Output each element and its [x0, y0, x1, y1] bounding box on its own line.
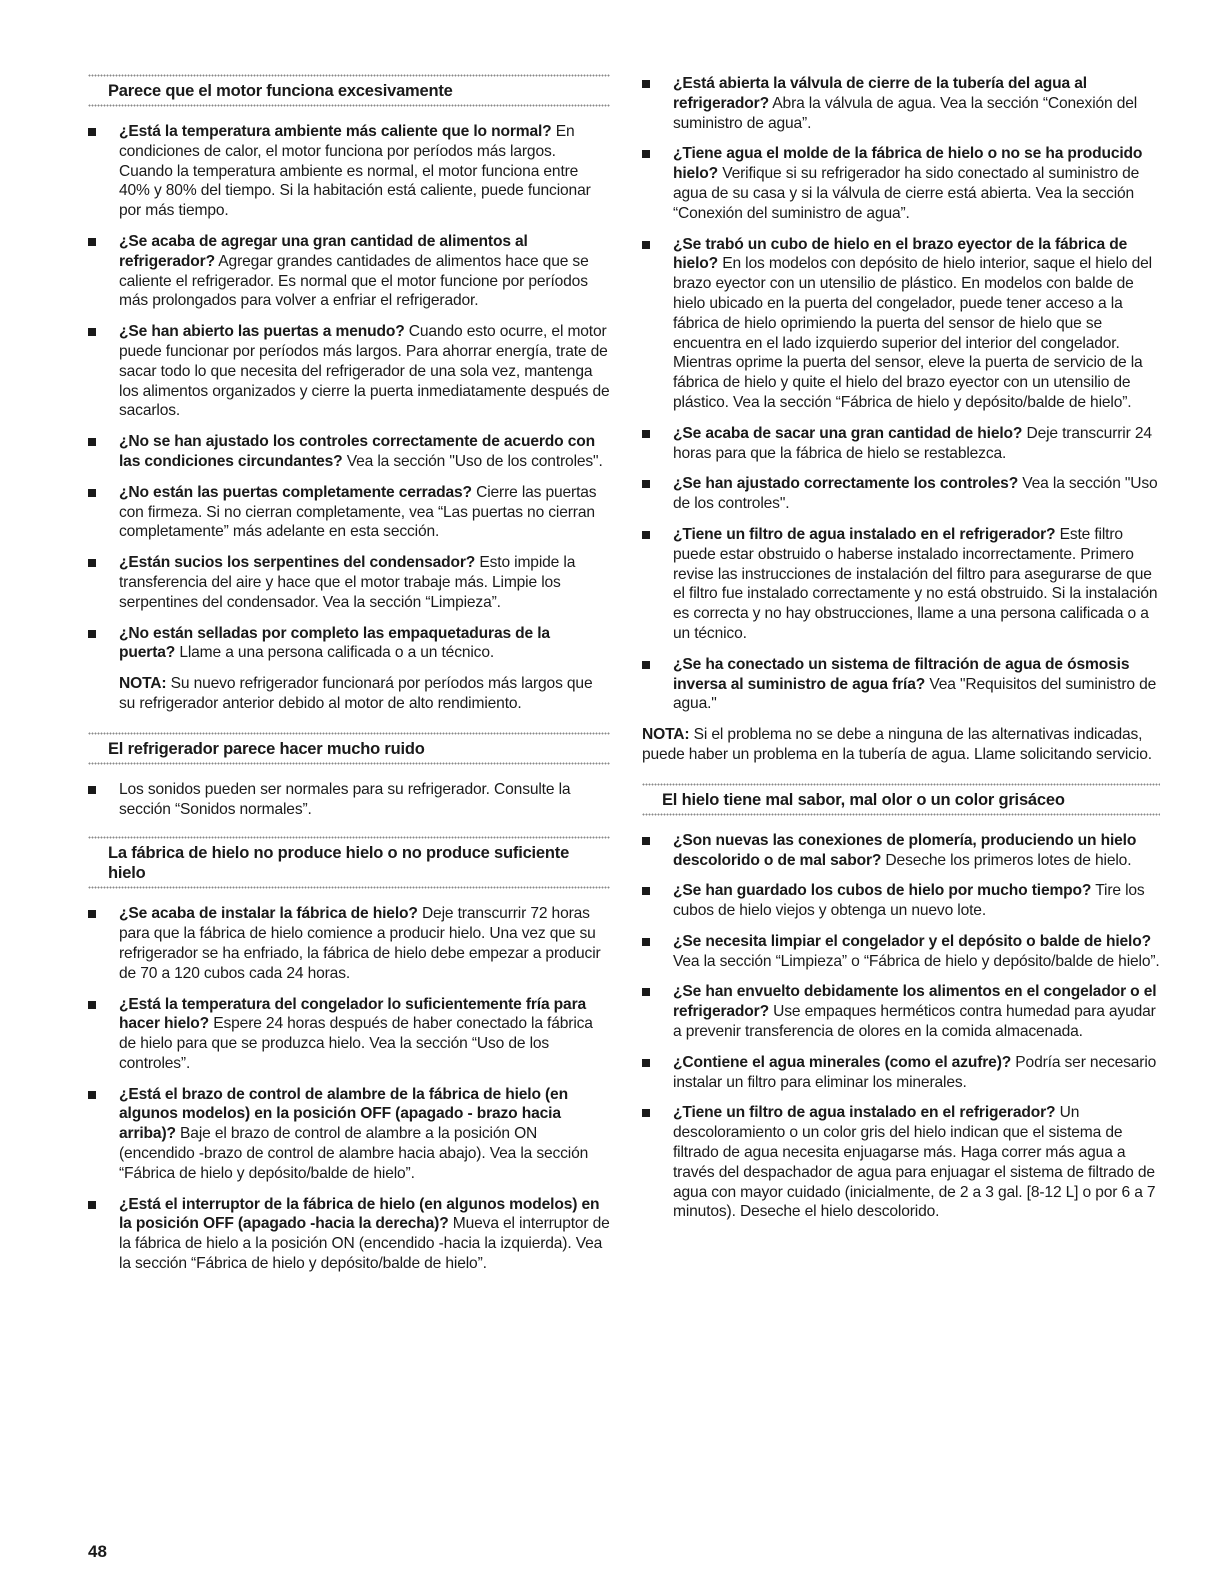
- item-question: ¿Son nuevas las conexiones de plomería, produciendo un hielo descolorido o de mal sabor?: [673, 831, 1137, 869]
- item-answer: Cierre las puertas con firmeza. Si no cierran completamente, vea “Las puertas no cierran completamente” más adelante en esta sección.: [119, 483, 597, 541]
- item-question: ¿Está el brazo de control de alambre de la fábrica de hielo (en algunos modelos) en la posición OFF (apagado - brazo hacia arriba)?: [119, 1085, 568, 1143]
- list-item: [88, 122, 610, 221]
- item-question: ¿Se han guardado los cubos de hielo por mucho tiempo?: [673, 882, 1092, 900]
- square-bullet-icon: [88, 438, 96, 446]
- square-bullet-icon: [88, 559, 96, 567]
- item-question: ¿Contiene el agua minerales (como el azufre)?: [673, 1053, 1012, 1071]
- item-question: ¿No están las puertas completamente cerradas?: [119, 483, 472, 501]
- item-answer: Espere 24 horas después de haber conectado la fábrica de hielo para que se produzca hielo. Vea la sección “Uso de los controles”.: [119, 1015, 593, 1072]
- dotted-rule: [642, 813, 1160, 817]
- square-bullet-icon: [88, 328, 96, 336]
- square-bullet-icon: [642, 241, 650, 249]
- list-item: [642, 525, 1160, 644]
- item-answer: Vea la sección "Uso de los controles".: [342, 452, 603, 470]
- square-bullet-icon: [642, 837, 650, 845]
- item-question: ¿Están sucios los serpentines del condensador?: [119, 554, 476, 572]
- square-bullet-icon: [88, 630, 96, 638]
- list-item: [642, 831, 1160, 871]
- item-question: ¿No se han ajustado los controles correctamente de acuerdo con las condiciones circundantes?: [119, 433, 595, 470]
- note: [88, 674, 610, 714]
- item-list: [88, 904, 610, 1274]
- item-list: [88, 122, 610, 663]
- square-bullet-icon: [88, 238, 96, 246]
- item-question: ¿Está la temperatura del congelador lo suficientemente fría para hacer hielo?: [119, 995, 587, 1033]
- square-bullet-icon: [88, 1091, 96, 1099]
- square-bullet-icon: [88, 128, 96, 136]
- section-title: El hielo tiene mal sabor, mal olor o un color grisáceo: [662, 790, 1065, 809]
- list-item: [642, 881, 1160, 921]
- note-text: Si el problema no se debe a ninguna de las alternativas indicadas, puede haber un problema en la tubería de agua. Llame solicitando servicio.: [642, 726, 1152, 763]
- list-item: [642, 74, 1160, 133]
- page-number: 48: [88, 1542, 107, 1561]
- square-bullet-icon: [642, 80, 650, 88]
- item-answer: Podría ser necesario instalar un filtro para eliminar los minerales.: [673, 1053, 1157, 1091]
- list-item: [88, 322, 610, 421]
- list-item: [642, 235, 1160, 413]
- list-item: [642, 655, 1160, 714]
- section-title: La fábrica de hielo no produce hielo o no produce suficiente hielo: [108, 844, 570, 883]
- item-answer: Vea la sección "Uso de los controles".: [673, 475, 1158, 513]
- item-question: ¿Está el interruptor de la fábrica de hielo (en algunos modelos) en la posición OFF (apagado -hacia la derecha)?: [119, 1195, 600, 1233]
- item-answer: Los sonidos pueden ser normales para su refrigerador. Consulte la sección “Sonidos normales”.: [119, 780, 571, 818]
- item-answer: Mueva el interruptor de la fábrica de hielo a la posición ON (encendido -hacia la izquierda). Vea la sección “Fábrica de hielo y depósito/balde de hielo”.: [119, 1215, 610, 1273]
- item-question: ¿Tiene un filtro de agua instalado en el refrigerador?: [673, 1104, 1056, 1122]
- item-answer: Agregar grandes cantidades de alimentos hace que se caliente el refrigerador. Es normal que el motor funcione por períodos más prolongados para volver a enfriar el refrigerador.: [119, 252, 589, 310]
- square-bullet-icon: [88, 910, 96, 918]
- item-question: ¿Está la temperatura ambiente más caliente que lo normal?: [119, 123, 552, 140]
- note-label: NOTA:: [119, 675, 167, 693]
- item-question: ¿Se trabó un cubo de hielo en el brazo eyector de la fábrica de hielo?: [673, 235, 1128, 273]
- item-answer: Vea "Requisitos del suministro de agua.": [673, 675, 1157, 713]
- item-answer: Tire los cubos de hielo viejos y obtenga un nuevo lote.: [673, 882, 1145, 920]
- square-bullet-icon: [642, 988, 650, 996]
- square-bullet-icon: [642, 480, 650, 488]
- item-list: [642, 831, 1160, 1223]
- section-title: El refrigerador parece hacer mucho ruido: [108, 739, 425, 758]
- item-question: ¿Se acaba de instalar la fábrica de hielo?: [119, 905, 418, 923]
- item-question: ¿Se han abierto las puertas a menudo?: [119, 323, 405, 341]
- list-item: [642, 982, 1160, 1041]
- item-answer: Baje el brazo de control de alambre a la posición ON (encendido -brazo de control de alambre hacia abajo). Vea la sección “Fábrica de hielo y depósito/balde de hielo”.: [119, 1125, 589, 1182]
- item-question: ¿Se han envuelto debidamente los alimentos en el congelador o el refrigerador?: [673, 983, 1157, 1021]
- item-question: ¿Se acaba de sacar una gran cantidad de hielo?: [673, 424, 1023, 442]
- right-column: [642, 74, 1160, 1233]
- item-list: [88, 780, 610, 820]
- item-answer: Este filtro puede estar obstruido o haberse instalado incorrectamente. Primero revise las instrucciones de instalación del filtro para asegurarse de que el filtro fue instalado correctamente y no está obstruido. Si la instalación es correcta y no hay obstrucciones, llame a una persona calificada o a un técnico.: [673, 525, 1158, 642]
- square-bullet-icon: [642, 887, 650, 895]
- list-item: [642, 474, 1160, 514]
- list-item: [88, 232, 610, 311]
- left-column: [88, 74, 610, 1285]
- square-bullet-icon: [642, 661, 650, 669]
- square-bullet-icon: [88, 1001, 96, 1009]
- list-item: [88, 1195, 610, 1274]
- square-bullet-icon: [88, 786, 96, 794]
- square-bullet-icon: [642, 531, 650, 539]
- dotted-rule: [88, 886, 610, 890]
- list-item: [642, 144, 1160, 223]
- list-item: [88, 553, 610, 612]
- section-header-ice-taste: [642, 783, 1160, 817]
- item-answer: En condiciones de calor, el motor funciona por períodos más largos. Cuando la temperatura ambiente es normal, el motor funciona entre 40% y 80% del tiempo. Si la habitación está caliente, puede funcionar por más tiempo.: [119, 123, 591, 220]
- list-item: [88, 1085, 610, 1184]
- item-question: ¿Tiene agua el molde de la fábrica de hielo o no se ha producido hielo?: [673, 145, 1143, 183]
- item-answer: Verifique si su refrigerador ha sido conectado al suministro de agua de su casa y si la válvula de cierre está abierta. Vea la sección “Conexión del suministro de agua”.: [673, 165, 1140, 222]
- square-bullet-icon: [642, 430, 650, 438]
- section-header-icemaker: [88, 836, 610, 890]
- item-answer: Abra la válvula de agua. Vea la sección “Conexión del suministro de agua”.: [673, 94, 1138, 132]
- section-header-motor: [88, 74, 610, 108]
- list-item: [88, 432, 610, 472]
- item-answer: Llame a una persona calificada o a un técnico.: [175, 644, 495, 662]
- item-answer: Deje transcurrir 72 horas para que la fábrica de hielo comience a producir hielo. Una vez que su refrigerador se ha enfriado, la fábrica de hielo debe empezar a producir de 70 a 120 cubos cada 24 horas.: [119, 905, 601, 982]
- item-question: ¿Se ha conectado un sistema de filtración de agua de ósmosis inversa al suministro de agua fría?: [673, 655, 1130, 693]
- item-question: ¿Se necesita limpiar el congelador y el depósito o balde de hielo?: [673, 932, 1151, 950]
- list-item: [88, 780, 610, 820]
- dotted-rule: [88, 762, 610, 766]
- section-header-noise: [88, 732, 610, 766]
- list-item: [88, 624, 610, 664]
- item-question: ¿No están selladas por completo las empaquetaduras de la puerta?: [119, 624, 550, 662]
- item-answer: Deje transcurrir 24 horas para que la fábrica de hielo se restablezca.: [673, 424, 1152, 462]
- list-item: [642, 424, 1160, 464]
- list-item: [88, 995, 610, 1074]
- note-text: Su nuevo refrigerador funcionará por períodos más largos que su refrigerador anterior debido al motor de alto rendimiento.: [119, 675, 593, 712]
- list-item: [642, 1103, 1160, 1222]
- list-item: [88, 904, 610, 983]
- dotted-rule: [88, 104, 610, 108]
- item-answer: Esto impide la transferencia del aire y hace que el motor trabaje más. Limpie los serpentines del condensador. Vea la sección “Limpieza”.: [119, 554, 576, 611]
- square-bullet-icon: [642, 150, 650, 158]
- item-answer: Use empaques herméticos contra humedad para ayudar a prevenir transferencia de olores en la comida almacenada.: [673, 1003, 1156, 1041]
- list-item: [88, 483, 610, 542]
- item-answer: Un descoloramiento o un color gris del hielo indican que el sistema de filtrado de agua necesita enjuagarse más. Haga correr más agua a través del despachador de agua para enjuagar el sistema de filtrado de agua con mayor cuidado (inicialmente, de 2 a 3 gal. [8-12 L] o por 6 a 7 minutos). Deseche el hielo descolorido.: [673, 1104, 1156, 1221]
- item-question: ¿Se acaba de agregar una gran cantidad de alimentos al refrigerador?: [119, 232, 528, 270]
- section-title: Parece que el motor funciona excesivamente: [108, 82, 453, 100]
- item-answer: En los modelos con depósito de hielo interior, saque el hielo del brazo eyector con un utensilio de plástico. En modelos con balde de hielo ubicado en la puerta del congelador, puede tener acceso a la fábrica de hielo oprimiendo la puerta del sensor de hielo que se encuentra en el lado izquierdo superior del interior del congelador. Mientras oprime la puerta del sensor, eleve la puerta de servicio de la fábrica de hielo y quite el hielo del brazo eyector con un utensilio de plástico. Vea la sección “Fábrica de hielo y depósito/balde de hielo”.: [673, 255, 1152, 411]
- item-list: [642, 74, 1160, 714]
- list-item: [642, 1053, 1160, 1093]
- square-bullet-icon: [642, 1109, 650, 1117]
- note-label: NOTA:: [642, 726, 690, 744]
- item-answer: Deseche los primeros lotes de hielo.: [881, 851, 1132, 869]
- square-bullet-icon: [88, 1201, 96, 1209]
- item-answer: Cuando esto ocurre, el motor puede funcionar por períodos más largos. Para ahorrar energía, trate de sacar todo lo que necesita del refrigerador de una sola vez, mantenga los alimentos organizados y cierre la puerta inmediatamente después de sacarlos.: [119, 323, 610, 420]
- list-item: [642, 932, 1160, 972]
- note: [642, 725, 1160, 765]
- square-bullet-icon: [642, 938, 650, 946]
- square-bullet-icon: [88, 489, 96, 497]
- square-bullet-icon: [642, 1059, 650, 1067]
- item-question: ¿Tiene un filtro de agua instalado en el refrigerador?: [673, 525, 1056, 543]
- item-question: ¿Se han ajustado correctamente los controles?: [673, 475, 1019, 493]
- item-answer: Vea la sección “Limpieza” o “Fábrica de hielo y depósito/balde de hielo”.: [673, 952, 1160, 970]
- item-question: ¿Está abierta la válvula de cierre de la tubería del agua al refrigerador?: [673, 75, 1087, 112]
